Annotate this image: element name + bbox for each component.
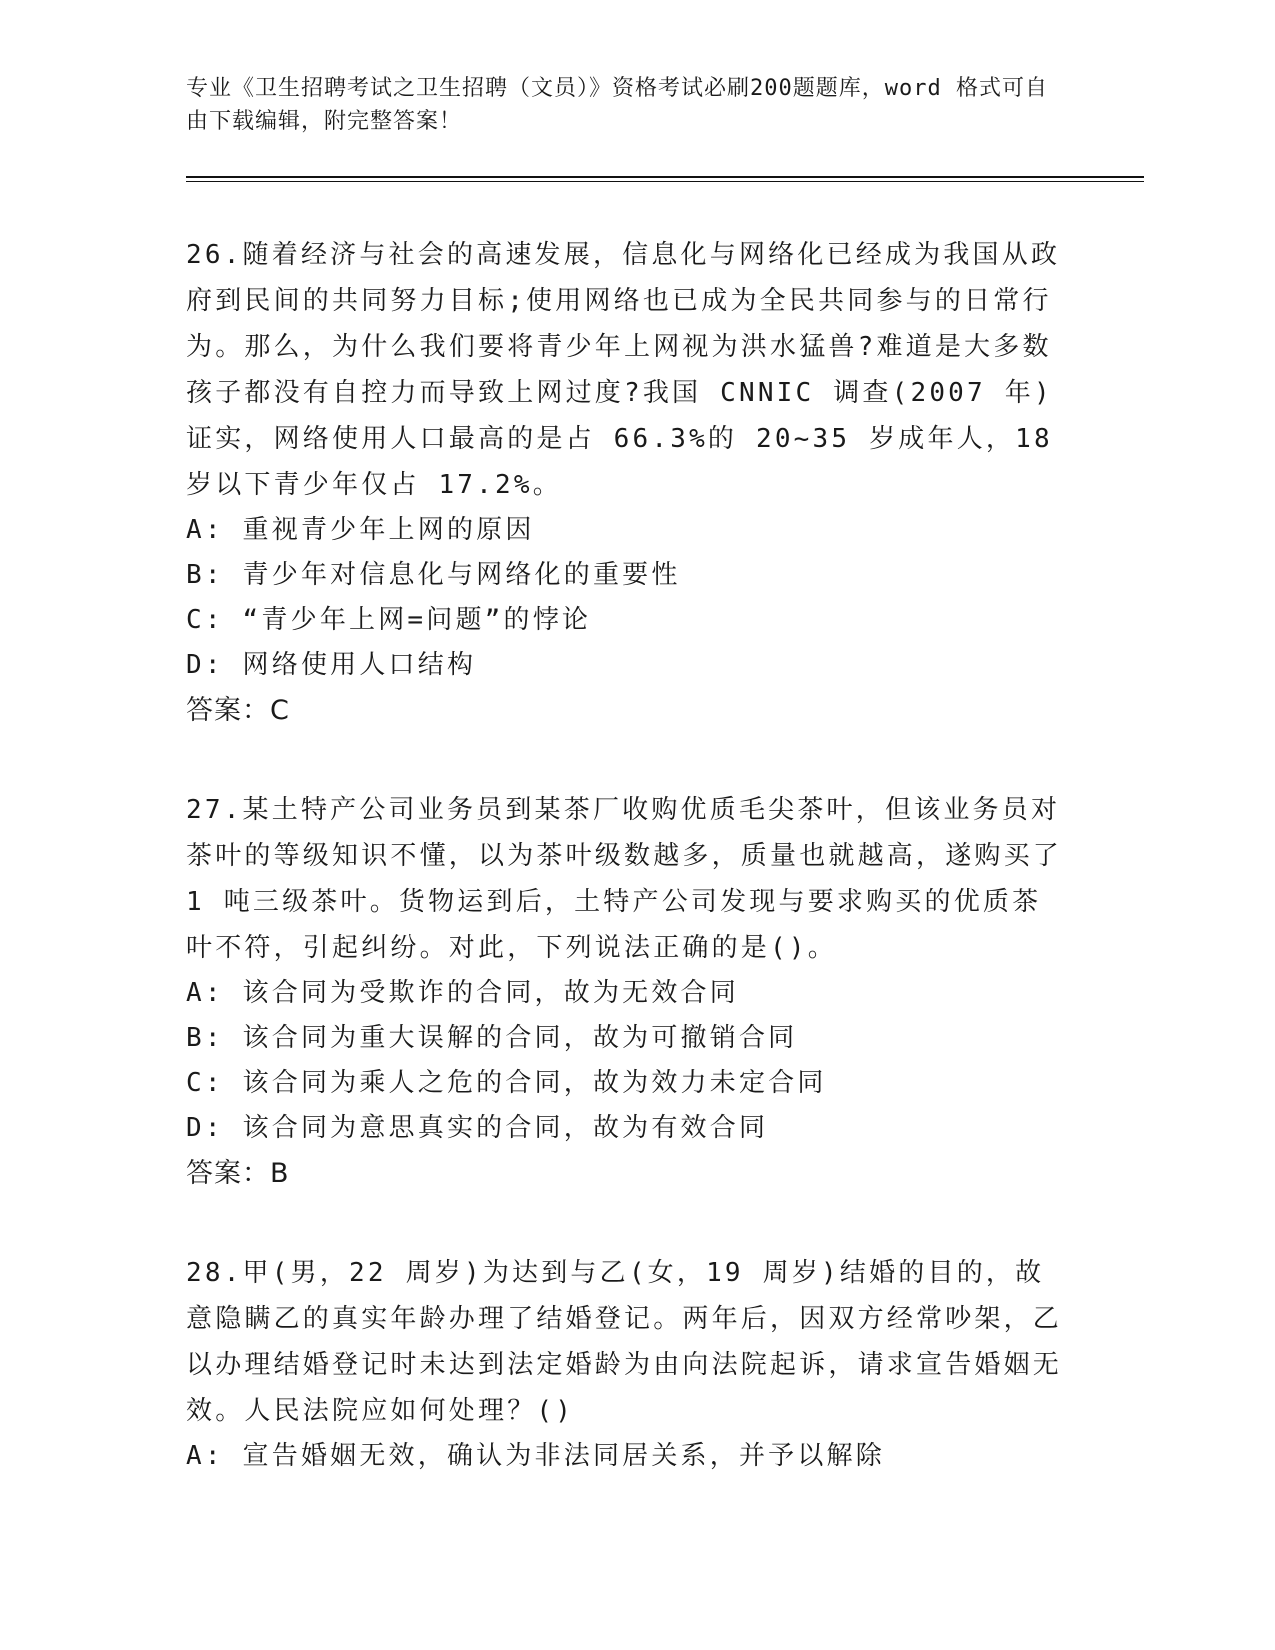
option-c: C: “青少年上网=问题”的悖论	[186, 605, 592, 635]
option-a: A: 该合同为受欺诈的合同，故为无效合同	[186, 978, 739, 1008]
question-26	[186, 232, 1066, 733]
question-stem: 28.甲(男，22 周岁)为达到与乙(女，19 周岁)结婚的目的，故意隐瞒乙的真实年龄办理了结婚登记。两年后，因双方经常吵架，乙以办理结婚登记时未达到法定婚龄为由向法院起诉，请求宣告婚姻无效。人民法院应如何处理？()	[186, 1258, 1063, 1426]
question-stem: 26.随着经济与社会的高速发展，信息化与网络化已经成为我国从政府到民间的共同努力目标;使用网络也已成为全民共同参与的日常行为。那么，为什么我们要将青少年上网视为洪水猛兽?难道是大多数孩子都没有自控力而导致上网过度?我国 CNNIC 调查(2007 年)证实，网络使用人口最高的是占 66.3%的 20~35 岁成年人，18 岁以下青少年仅占 17.2%。	[186, 240, 1061, 500]
option-d: D: 网络使用人口结构	[186, 650, 477, 680]
option-a: A: 重视青少年上网的原因	[186, 515, 535, 545]
option-b: B: 该合同为重大误解的合同，故为可撤销合同	[186, 1023, 798, 1053]
question-27	[186, 787, 1066, 1196]
question-list	[186, 232, 1066, 1533]
document-header: 专业《卫生招聘考试之卫生招聘（文员）》资格考试必刷200题题库，word 格式可自由下载编辑，附完整答案！	[186, 76, 1048, 134]
question-28	[186, 1250, 1066, 1479]
answer-label: 答案：B	[186, 1158, 290, 1189]
header-divider-thick	[186, 176, 1144, 178]
option-d: D: 该合同为意思真实的合同，故为有效合同	[186, 1113, 769, 1143]
option-a: A: 宣告婚姻无效，确认为非法同居关系，并予以解除	[186, 1441, 885, 1471]
header-divider-thin	[186, 181, 1144, 182]
answer-label: 答案：C	[186, 695, 290, 726]
question-stem: 27.某土特产公司业务员到某茶厂收购优质毛尖茶叶，但该业务员对茶叶的等级知识不懂，以为茶叶级数越多，质量也就越高，遂购买了 1 吨三级茶叶。货物运到后，土特产公司发现与要求购买的优质茶叶不符，引起纠纷。对此，下列说法正确的是()。	[186, 795, 1063, 963]
option-b: B: 青少年对信息化与网络化的重要性	[186, 560, 681, 590]
option-c: C: 该合同为乘人之危的合同，故为效力未定合同	[186, 1068, 827, 1098]
